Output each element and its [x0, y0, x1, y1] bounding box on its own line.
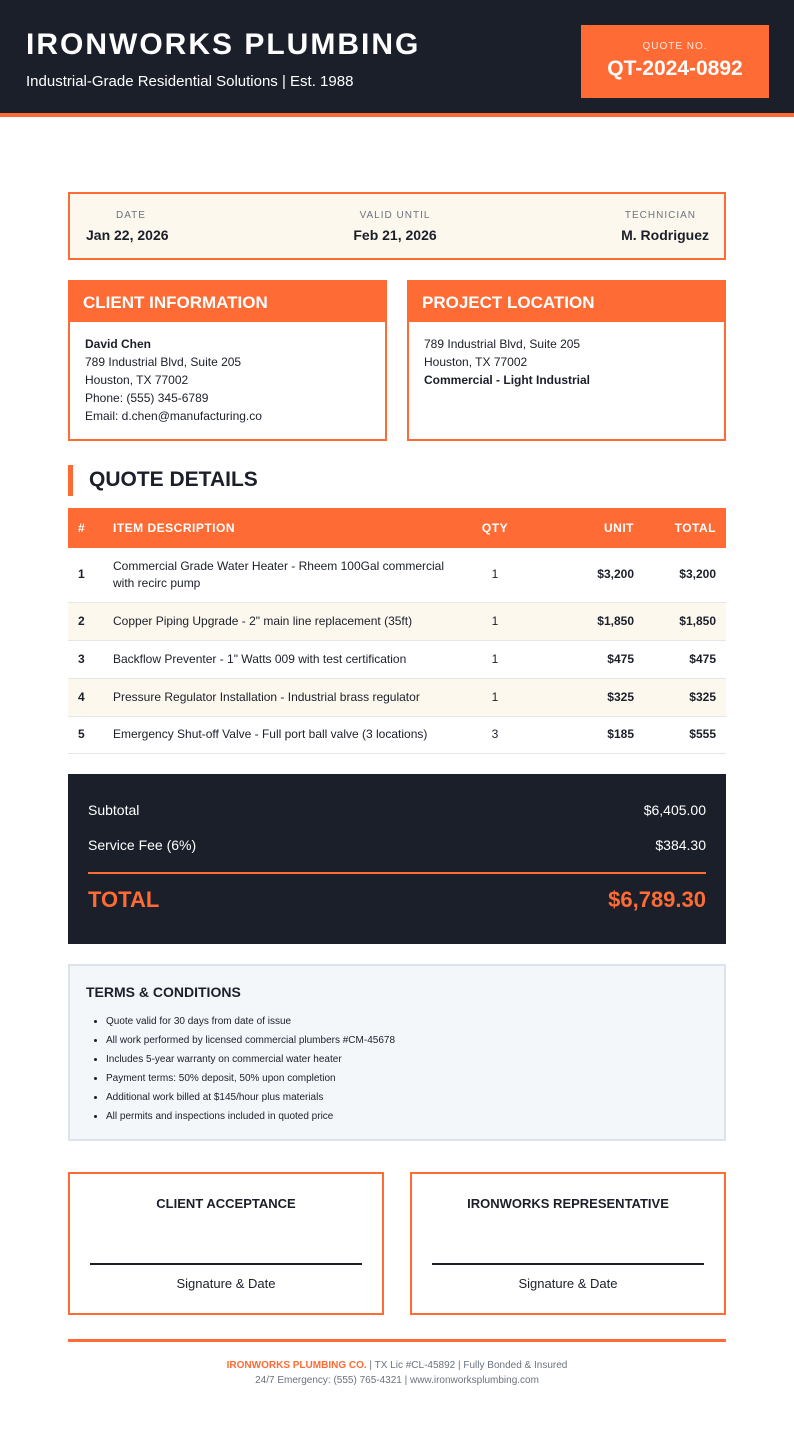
technician-label: TECHNICIAN: [624, 210, 696, 221]
item-number: 5: [68, 716, 103, 753]
client-email: Email: d.chen@manufacturing.co: [85, 409, 262, 423]
terms-list: [86, 1012, 724, 1126]
valid-until-value: Feb 21, 2026: [353, 227, 437, 243]
item-total: $1,850: [634, 602, 726, 640]
item-qty: 1: [455, 678, 535, 716]
technician-value: M. Rodriguez: [621, 227, 709, 243]
project-location-title: PROJECT LOCATION: [409, 282, 724, 322]
footer-line2: 24/7 Emergency: (555) 765-4321 | www.ironworksplumbing.com: [255, 1375, 539, 1386]
column-header-qty: QTY: [481, 521, 509, 535]
table-row: [68, 548, 726, 602]
column-header-description: ITEM DESCRIPTION: [113, 521, 236, 535]
project-location-card: [407, 280, 726, 441]
item-total: $555: [634, 716, 726, 753]
project-address-line1: 789 Industrial Blvd, Suite 205: [424, 337, 581, 351]
item-qty: 1: [455, 602, 535, 640]
company-tagline: Industrial-Grade Residential Solutions | Est. 1988: [26, 73, 354, 90]
project-type: Commercial - Light Industrial: [424, 373, 591, 387]
page-header: [0, 0, 794, 117]
item-total: $3,200: [634, 548, 726, 602]
subtotal-row: [88, 802, 706, 818]
column-header-number: #: [78, 521, 86, 535]
item-total: $325: [634, 678, 726, 716]
item-number: 2: [68, 602, 103, 640]
item-unit-price: $325: [535, 678, 634, 716]
representative-signature-caption: Signature & Date: [518, 1276, 618, 1291]
grand-total-row: [88, 887, 706, 913]
item-description: Backflow Preventer - 1" Watts 009 with test certification: [103, 640, 455, 678]
item-qty: 3: [455, 716, 535, 753]
quote-number-box: [581, 25, 769, 98]
item-unit-price: $1,850: [535, 602, 634, 640]
subtotal-value: $6,405.00: [643, 802, 706, 818]
item-unit-price: $3,200: [535, 548, 634, 602]
grand-total-label: TOTAL: [88, 887, 160, 912]
item-qty: 1: [455, 548, 535, 602]
terms-and-conditions: [68, 964, 726, 1141]
item-number: 4: [68, 678, 103, 716]
client-signature-caption: Signature & Date: [176, 1276, 276, 1291]
list-item: • Additional work billed at $145/hour plus materials: [106, 1088, 724, 1107]
client-acceptance-title: CLIENT ACCEPTANCE: [156, 1196, 296, 1211]
table-header-row: [68, 508, 726, 548]
footer-license: | TX Lic #CL-45892 | Fully Bonded & Insured: [366, 1360, 568, 1371]
grand-total-value: $6,789.30: [608, 887, 706, 912]
client-address-line2: Houston, TX 77002: [85, 373, 189, 387]
project-address-line2: Houston, TX 77002: [424, 355, 528, 369]
subtotal-label: Subtotal: [88, 802, 140, 818]
client-name: David Chen: [85, 337, 152, 351]
item-description: Emergency Shut-off Valve - Full port ball valve (3 locations): [103, 716, 455, 753]
list-item: • Quote valid for 30 days from date of issue: [106, 1012, 724, 1031]
representative-signature-line[interactable]: [432, 1263, 704, 1265]
client-address-line1: 789 Industrial Blvd, Suite 205: [85, 355, 242, 369]
date-label: DATE: [116, 210, 146, 221]
item-description: Copper Piping Upgrade - 2" main line replacement (35ft): [103, 602, 455, 640]
table-row: [68, 716, 726, 753]
representative-box: [410, 1172, 726, 1315]
quote-meta-bar: [68, 192, 726, 260]
column-header-unit: UNIT: [604, 521, 634, 535]
item-number: 1: [68, 548, 103, 602]
footer-brand: IRONWORKS PLUMBING CO.: [226, 1360, 367, 1371]
service-fee-row: [88, 837, 706, 853]
item-total: $475: [634, 640, 726, 678]
quote-items-table: [68, 508, 726, 754]
table-row: [68, 640, 726, 678]
service-fee-label: Service Fee (6%): [88, 837, 197, 853]
table-row: [68, 678, 726, 716]
quote-number: QT-2024-0892: [607, 57, 743, 80]
list-item: • Payment terms: 50% deposit, 50% upon completion: [106, 1069, 724, 1088]
item-description: Commercial Grade Water Heater - Rheem 100Gal commercial with recirc pump: [103, 548, 455, 602]
list-item: • All permits and inspections included in quoted price: [106, 1107, 724, 1126]
date-value: Jan 22, 2026: [86, 227, 169, 243]
client-information-body: [70, 322, 385, 425]
service-fee-value: $384.30: [655, 837, 706, 853]
footer-line1: [68, 1358, 726, 1373]
meta-technician: [569, 210, 709, 243]
quote-details-title: QUOTE DETAILS: [68, 465, 258, 496]
client-information-card: [68, 280, 387, 441]
project-location-body: [409, 322, 724, 389]
client-information-title: CLIENT INFORMATION: [70, 282, 385, 322]
item-unit-price: $185: [535, 716, 634, 753]
item-number: 3: [68, 640, 103, 678]
item-description: Pressure Regulator Installation - Industrial brass regulator: [103, 678, 455, 716]
valid-until-label: VALID UNTIL: [359, 210, 431, 221]
client-phone: Phone: (555) 345-6789: [85, 391, 209, 405]
totals-divider: [88, 872, 706, 874]
representative-title: IRONWORKS REPRESENTATIVE: [467, 1196, 669, 1211]
item-qty: 1: [455, 640, 535, 678]
column-header-total: TOTAL: [674, 521, 716, 535]
list-item: • All work performed by licensed commercial plumbers #CM-45678: [106, 1031, 724, 1050]
list-item: • Includes 5-year warranty on commercial water heater: [106, 1050, 724, 1069]
company-name: IRONWORKS PLUMBING: [26, 28, 421, 61]
meta-date: [86, 210, 176, 243]
client-acceptance-box: [68, 1172, 384, 1315]
page-footer: [68, 1339, 726, 1388]
totals-panel: [68, 774, 726, 944]
table-row: [68, 602, 726, 640]
quote-number-label: QUOTE NO.: [642, 41, 708, 52]
client-signature-line[interactable]: [90, 1263, 362, 1265]
meta-valid-until: [320, 210, 470, 243]
terms-title: TERMS & CONDITIONS: [86, 984, 241, 1000]
item-unit-price: $475: [535, 640, 634, 678]
